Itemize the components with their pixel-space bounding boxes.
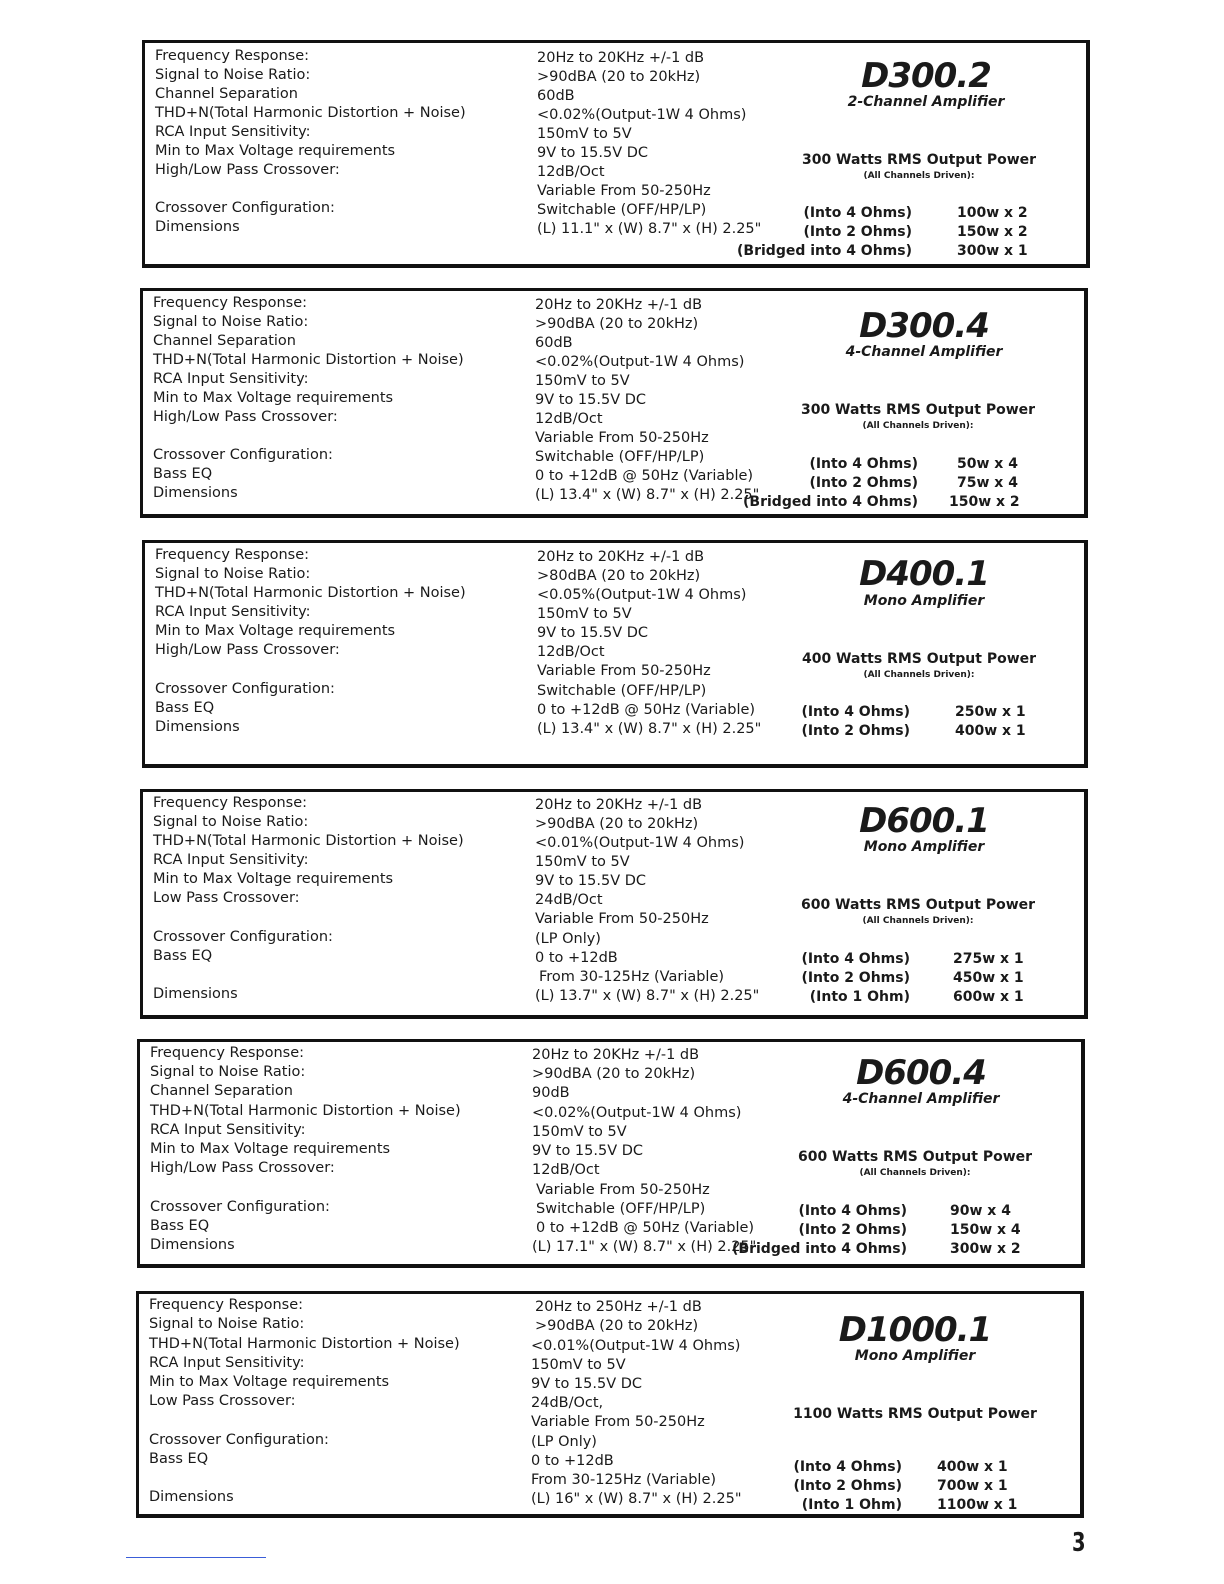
rating-watts: 300w x 2 [950, 1241, 1021, 1257]
spec-value: 20Hz to 20KHz +/-1 dB [535, 297, 703, 313]
spec-value: From 30-125Hz (Variable) [531, 1472, 717, 1488]
rating-watts: 100w x 2 [957, 205, 1028, 221]
power-heading: 400 Watts RMS Output Power [801, 651, 1037, 667]
spec-value: >90dBA (20 to 20kHz) [535, 1318, 699, 1334]
spec-label: THD+N(Total Harmonic Distortion + Noise) [149, 1336, 460, 1352]
rating-watts: 75w x 4 [957, 475, 1018, 491]
spec-label: Frequency Response: [150, 1045, 305, 1061]
spec-label: High/Low Pass Crossover: [150, 1160, 335, 1176]
spec-value: 90dB [532, 1085, 570, 1101]
model-subtitle: Mono Amplifier [863, 593, 985, 609]
spec-value: >80dBA (20 to 20kHz) [537, 568, 701, 584]
spec-value: 20Hz to 20KHz +/-1 dB [537, 50, 705, 66]
spec-value: <0.02%(Output-1W 4 Ohms) [532, 1105, 742, 1121]
rating-watts: 50w x 4 [957, 456, 1018, 472]
rating-watts: 400w x 1 [955, 723, 1026, 739]
driven-note: (All Channels Driven): [863, 171, 975, 181]
model-title: D600.4 [856, 1053, 986, 1093]
rating-load: (Bridged into 4 Ohms) [732, 1241, 907, 1257]
rating-watts: 450w x 1 [953, 970, 1024, 986]
spec-value: Switchable (OFF/HP/LP) [536, 1201, 706, 1217]
rating-load: (Into 1 Ohm) [809, 989, 910, 1005]
spec-label: Min to Max Voltage requirements [149, 1374, 390, 1390]
spec-label: Min to Max Voltage requirements [153, 390, 394, 406]
spec-label: THD+N(Total Harmonic Distortion + Noise) [153, 352, 464, 368]
spec-box-d300-2 [142, 40, 1090, 268]
spec-value: <0.01%(Output-1W 4 Ohms) [531, 1338, 741, 1354]
spec-label: High/Low Pass Crossover: [155, 162, 340, 178]
spec-value: >90dBA (20 to 20kHz) [535, 316, 699, 332]
spec-value: 9V to 15.5V DC [535, 392, 647, 408]
spec-label: Dimensions [155, 219, 240, 235]
spec-value: 20Hz to 250Hz +/-1 dB [535, 1299, 702, 1315]
spec-label: Crossover Configuration: [153, 447, 333, 463]
spec-value: 150mV to 5V [531, 1357, 626, 1373]
spec-label: Min to Max Voltage requirements [155, 623, 396, 639]
rating-load: (Into 1 Ohm) [801, 1497, 902, 1513]
spec-label: THD+N(Total Harmonic Distortion + Noise) [155, 105, 466, 121]
spec-value: Switchable (OFF/HP/LP) [537, 202, 707, 218]
rating-load: (Into 2 Ohms) [793, 1478, 902, 1494]
spec-value: Switchable (OFF/HP/LP) [535, 449, 705, 465]
model-subtitle: Mono Amplifier [863, 839, 985, 855]
power-heading: 300 Watts RMS Output Power [800, 402, 1036, 418]
spec-label: Signal to Noise Ratio: [155, 566, 311, 582]
spec-value: Variable From 50-250Hz [531, 1414, 705, 1430]
spec-label: Bass EQ [155, 700, 215, 716]
spec-value: 150mV to 5V [535, 854, 630, 870]
rating-watts: 150w x 2 [957, 224, 1028, 240]
spec-box-d400-1 [142, 540, 1088, 768]
rating-load: (Into 4 Ohms) [793, 1459, 902, 1475]
spec-label: Signal to Noise Ratio: [149, 1316, 305, 1332]
spec-value: 12dB/Oct [537, 644, 605, 660]
power-heading: 300 Watts RMS Output Power [801, 152, 1037, 168]
spec-label: Dimensions [149, 1489, 234, 1505]
spec-value: 60dB [535, 335, 573, 351]
driven-note: (All Channels Driven): [862, 916, 974, 926]
rating-watts: 275w x 1 [953, 951, 1024, 967]
rating-load: (Into 4 Ohms) [803, 205, 912, 221]
spec-value: 0 to +12dB [535, 950, 618, 966]
model-subtitle: Mono Amplifier [854, 1348, 976, 1364]
spec-label: Frequency Response: [153, 795, 308, 811]
spec-value: 9V to 15.5V DC [537, 145, 649, 161]
spec-label: Channel Separation [155, 86, 298, 102]
spec-value: Variable From 50-250Hz [536, 1182, 710, 1198]
spec-value: 12dB/Oct [535, 411, 603, 427]
spec-value: From 30-125Hz (Variable) [539, 969, 725, 985]
rating-watts: 150w x 2 [949, 494, 1020, 510]
rating-load: (Into 2 Ohms) [803, 224, 912, 240]
spec-value: (L) 13.4" x (W) 8.7" x (H) 2.25" [535, 487, 760, 503]
spec-label: Channel Separation [150, 1083, 293, 1099]
rating-load: (Bridged into 4 Ohms) [737, 243, 912, 259]
model-subtitle: 4-Channel Amplifier [845, 344, 1003, 360]
model-subtitle: 4-Channel Amplifier [842, 1091, 1000, 1107]
power-heading: 1100 Watts RMS Output Power [793, 1406, 1037, 1422]
rating-load: (Into 4 Ohms) [801, 704, 910, 720]
spec-value: Variable From 50-250Hz [537, 663, 711, 679]
spec-label: Dimensions [155, 719, 240, 735]
spec-value: 9V to 15.5V DC [531, 1376, 643, 1392]
spec-value: Variable From 50-250Hz [537, 183, 711, 199]
spec-value: 24dB/Oct, [531, 1395, 604, 1411]
spec-label: Dimensions [150, 1237, 235, 1253]
spec-value: (L) 16" x (W) 8.7" x (H) 2.25" [531, 1491, 742, 1507]
model-subtitle: 2-Channel Amplifier [847, 94, 1005, 110]
spec-label: Min to Max Voltage requirements [153, 871, 394, 887]
model-title: D1000.1 [838, 1310, 992, 1350]
spec-label: Signal to Noise Ratio: [155, 67, 311, 83]
spec-value: >90dBA (20 to 20kHz) [535, 816, 699, 832]
spec-label: Dimensions [153, 986, 238, 1002]
rating-watts: 90w x 4 [950, 1203, 1011, 1219]
spec-label: THD+N(Total Harmonic Distortion + Noise) [150, 1103, 461, 1119]
spec-label: Dimensions [153, 485, 238, 501]
spec-value: <0.02%(Output-1W 4 Ohms) [537, 107, 747, 123]
spec-value: 20Hz to 20KHz +/-1 dB [535, 797, 703, 813]
model-title: D400.1 [859, 554, 989, 594]
rating-load: (Into 2 Ohms) [801, 970, 910, 986]
spec-label: Crossover Configuration: [155, 200, 335, 216]
power-heading: 600 Watts RMS Output Power [797, 1149, 1033, 1165]
spec-label: THD+N(Total Harmonic Distortion + Noise) [153, 833, 464, 849]
spec-label: Bass EQ [149, 1451, 209, 1467]
spec-label: Crossover Configuration: [150, 1199, 330, 1215]
spec-label: High/Low Pass Crossover: [153, 409, 338, 425]
model-title: D600.1 [859, 801, 989, 841]
spec-value: 9V to 15.5V DC [535, 873, 647, 889]
spec-value: 9V to 15.5V DC [532, 1143, 644, 1159]
spec-value: 150mV to 5V [537, 126, 632, 142]
spec-label: RCA Input Sensitivity: [155, 124, 311, 140]
rating-watts: 600w x 1 [953, 989, 1024, 1005]
spec-value: >90dBA (20 to 20kHz) [537, 69, 701, 85]
spec-label: Signal to Noise Ratio: [153, 814, 309, 830]
rating-load: (Into 4 Ohms) [798, 1203, 907, 1219]
spec-value: <0.05%(Output-1W 4 Ohms) [537, 587, 747, 603]
driven-note: (All Channels Driven): [862, 421, 974, 431]
rating-watts: 400w x 1 [937, 1459, 1008, 1475]
spec-value: 20Hz to 20KHz +/-1 dB [537, 549, 705, 565]
spec-value: 12dB/Oct [532, 1162, 600, 1178]
spec-value: >90dBA (20 to 20kHz) [532, 1066, 696, 1082]
rating-watts: 700w x 1 [937, 1478, 1008, 1494]
spec-value: (L) 17.1" x (W) 8.7" x (H) 2.25" [532, 1239, 757, 1255]
spec-label: Crossover Configuration: [155, 681, 335, 697]
rating-watts: 300w x 1 [957, 243, 1028, 259]
spec-label: Signal to Noise Ratio: [153, 314, 309, 330]
footnote-rule [126, 1557, 266, 1558]
rating-load: (Into 2 Ohms) [801, 723, 910, 739]
rating-load: (Into 4 Ohms) [801, 951, 910, 967]
spec-value: (LP Only) [535, 931, 601, 947]
spec-value: Switchable (OFF/HP/LP) [537, 683, 707, 699]
spec-box-d600-4 [137, 1039, 1085, 1268]
spec-value: (L) 13.7" x (W) 8.7" x (H) 2.25" [535, 988, 760, 1004]
spec-value: 150mV to 5V [535, 373, 630, 389]
spec-value: 0 to +12dB @ 50Hz (Variable) [537, 702, 756, 718]
rating-watts: 150w x 4 [950, 1222, 1021, 1238]
spec-label: Signal to Noise Ratio: [150, 1064, 306, 1080]
spec-label: THD+N(Total Harmonic Distortion + Noise) [155, 585, 466, 601]
spec-value: 0 to +12dB @ 50Hz (Variable) [535, 468, 754, 484]
spec-label: RCA Input Sensitivity: [153, 371, 309, 387]
rating-load: (Into 4 Ohms) [809, 456, 918, 472]
spec-label: Min to Max Voltage requirements [150, 1141, 391, 1157]
spec-value: (LP Only) [531, 1434, 597, 1450]
spec-value: Variable From 50-250Hz [535, 911, 709, 927]
spec-value: 12dB/Oct [537, 164, 605, 180]
spec-label: Low Pass Crossover: [149, 1393, 296, 1409]
spec-box-d300-4 [140, 288, 1088, 518]
spec-label: RCA Input Sensitivity: [149, 1355, 305, 1371]
spec-label: Bass EQ [153, 948, 213, 964]
spec-value: <0.02%(Output-1W 4 Ohms) [535, 354, 745, 370]
page-number: 3 [1072, 1528, 1086, 1558]
rating-watts: 250w x 1 [955, 704, 1026, 720]
rating-watts: 1100w x 1 [937, 1497, 1018, 1513]
spec-box-d1000-1 [136, 1291, 1084, 1518]
model-title: D300.2 [861, 56, 991, 96]
spec-value: <0.01%(Output-1W 4 Ohms) [535, 835, 745, 851]
spec-value: (L) 11.1" x (W) 8.7" x (H) 2.25" [537, 221, 762, 237]
spec-value: (L) 13.4" x (W) 8.7" x (H) 2.25" [537, 721, 762, 737]
spec-label: Low Pass Crossover: [153, 890, 300, 906]
spec-value: 0 to +12dB @ 50Hz (Variable) [536, 1220, 755, 1236]
spec-value: 24dB/Oct [535, 892, 603, 908]
spec-value: 150mV to 5V [532, 1124, 627, 1140]
spec-value: 9V to 15.5V DC [537, 625, 649, 641]
spec-value: 0 to +12dB [531, 1453, 614, 1469]
spec-value: Variable From 50-250Hz [535, 430, 709, 446]
spec-label: Crossover Configuration: [153, 929, 333, 945]
model-title: D300.4 [859, 306, 989, 346]
spec-label: Frequency Response: [153, 295, 308, 311]
rating-load: (Into 2 Ohms) [798, 1222, 907, 1238]
spec-value: 60dB [537, 88, 575, 104]
spec-label: Min to Max Voltage requirements [155, 143, 396, 159]
spec-label: RCA Input Sensitivity: [155, 604, 311, 620]
power-heading: 600 Watts RMS Output Power [800, 897, 1036, 913]
spec-label: Crossover Configuration: [149, 1432, 329, 1448]
spec-value: 150mV to 5V [537, 606, 632, 622]
spec-label: Bass EQ [153, 466, 213, 482]
spec-label: Channel Separation [153, 333, 296, 349]
driven-note: (All Channels Driven): [863, 670, 975, 680]
spec-value: 20Hz to 20KHz +/-1 dB [532, 1047, 700, 1063]
rating-load: (Bridged into 4 Ohms) [743, 494, 918, 510]
spec-label: RCA Input Sensitivity: [153, 852, 309, 868]
spec-label: High/Low Pass Crossover: [155, 642, 340, 658]
rating-load: (Into 2 Ohms) [809, 475, 918, 491]
spec-box-d600-1 [140, 789, 1088, 1019]
spec-label: Frequency Response: [149, 1297, 304, 1313]
spec-label: Frequency Response: [155, 547, 310, 563]
spec-label: RCA Input Sensitivity: [150, 1122, 306, 1138]
spec-label: Frequency Response: [155, 48, 310, 64]
spec-label: Bass EQ [150, 1218, 210, 1234]
driven-note: (All Channels Driven): [859, 1168, 971, 1178]
